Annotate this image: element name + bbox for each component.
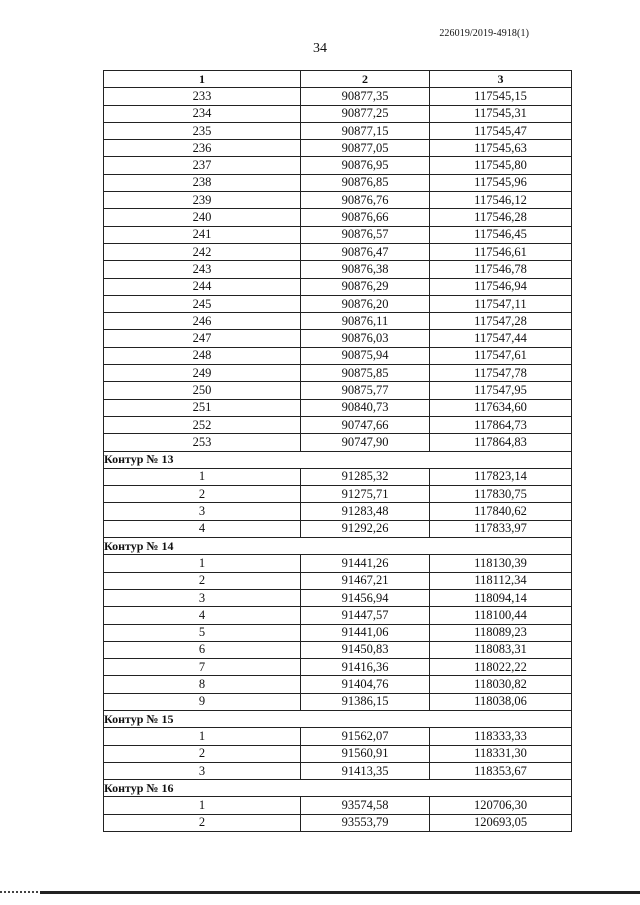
- y-coordinate-cell: 117840,62: [430, 503, 572, 520]
- y-coordinate-cell: 118130,39: [430, 555, 572, 572]
- table-header-row: [104, 71, 572, 88]
- point-number-cell: 8: [104, 676, 301, 693]
- table-row: [104, 624, 572, 641]
- y-coordinate-cell: 117634,60: [430, 399, 572, 416]
- contour-header-row: [104, 780, 572, 797]
- point-number-cell: 240: [104, 209, 301, 226]
- x-coordinate-cell: 91416,36: [301, 659, 430, 676]
- x-coordinate-cell: 90876,29: [301, 278, 430, 295]
- x-coordinate-cell: 90876,38: [301, 261, 430, 278]
- x-coordinate-cell: 91292,26: [301, 520, 430, 537]
- contour-header-row: [104, 538, 572, 555]
- point-number-cell: 4: [104, 607, 301, 624]
- x-coordinate-cell: 90876,85: [301, 174, 430, 191]
- table-row: [104, 192, 572, 209]
- point-number-cell: 6: [104, 641, 301, 658]
- x-coordinate-cell: 90747,66: [301, 416, 430, 433]
- point-number-cell: 251: [104, 399, 301, 416]
- table-row: [104, 572, 572, 589]
- y-coordinate-cell: 118333,33: [430, 728, 572, 745]
- x-coordinate-cell: 90877,35: [301, 88, 430, 105]
- y-coordinate-cell: 118089,23: [430, 624, 572, 641]
- y-coordinate-cell: 117545,47: [430, 122, 572, 139]
- y-coordinate-cell: 117545,63: [430, 140, 572, 157]
- x-coordinate-cell: 90877,25: [301, 105, 430, 122]
- x-coordinate-cell: 91275,71: [301, 486, 430, 503]
- x-coordinate-cell: 91456,94: [301, 589, 430, 606]
- point-number-cell: 234: [104, 105, 301, 122]
- table-row: [104, 295, 572, 312]
- point-number-cell: 2: [104, 572, 301, 589]
- table-row: [104, 416, 572, 433]
- y-coordinate-cell: 117547,95: [430, 382, 572, 399]
- y-coordinate-cell: 117546,28: [430, 209, 572, 226]
- point-number-cell: 4: [104, 520, 301, 537]
- y-coordinate-cell: 118038,06: [430, 693, 572, 710]
- x-coordinate-cell: 91441,26: [301, 555, 430, 572]
- table-row: [104, 797, 572, 814]
- point-number-cell: 1: [104, 468, 301, 485]
- x-coordinate-cell: 90875,77: [301, 382, 430, 399]
- point-number-cell: 1: [104, 728, 301, 745]
- x-coordinate-cell: 91560,91: [301, 745, 430, 762]
- point-number-cell: 235: [104, 122, 301, 139]
- y-coordinate-cell: 117545,31: [430, 105, 572, 122]
- x-coordinate-cell: 90876,95: [301, 157, 430, 174]
- point-number-cell: 237: [104, 157, 301, 174]
- x-coordinate-cell: 90876,66: [301, 209, 430, 226]
- x-coordinate-cell: 91447,57: [301, 607, 430, 624]
- point-number-cell: 239: [104, 192, 301, 209]
- x-coordinate-cell: 90877,15: [301, 122, 430, 139]
- contour-title: Контур № 14: [104, 538, 572, 555]
- x-coordinate-cell: 91467,21: [301, 572, 430, 589]
- table-row: [104, 365, 572, 382]
- x-coordinate-cell: 90876,03: [301, 330, 430, 347]
- x-coordinate-cell: 90876,47: [301, 243, 430, 260]
- point-number-cell: 245: [104, 295, 301, 312]
- table-row: [104, 814, 572, 831]
- x-coordinate-cell: 91413,35: [301, 762, 430, 779]
- contour-header-row: [104, 451, 572, 468]
- x-coordinate-cell: 90876,20: [301, 295, 430, 312]
- y-coordinate-cell: 118030,82: [430, 676, 572, 693]
- point-number-cell: 2: [104, 814, 301, 831]
- point-number-cell: 236: [104, 140, 301, 157]
- x-coordinate-cell: 93553,79: [301, 814, 430, 831]
- point-number-cell: 3: [104, 762, 301, 779]
- y-coordinate-cell: 117547,44: [430, 330, 572, 347]
- table-row: [104, 607, 572, 624]
- point-number-cell: 246: [104, 313, 301, 330]
- x-coordinate-cell: 90876,57: [301, 226, 430, 243]
- x-coordinate-cell: 91562,07: [301, 728, 430, 745]
- y-coordinate-cell: 117545,96: [430, 174, 572, 191]
- table-row: [104, 589, 572, 606]
- table-row: [104, 503, 572, 520]
- table-row: [104, 278, 572, 295]
- x-coordinate-cell: 91450,83: [301, 641, 430, 658]
- table-row: [104, 434, 572, 451]
- y-coordinate-cell: 118094,14: [430, 589, 572, 606]
- table-row: [104, 693, 572, 710]
- y-coordinate-cell: 117833,97: [430, 520, 572, 537]
- x-coordinate-cell: 90876,11: [301, 313, 430, 330]
- point-number-cell: 2: [104, 745, 301, 762]
- x-coordinate-cell: 91283,48: [301, 503, 430, 520]
- y-coordinate-cell: 117823,14: [430, 468, 572, 485]
- y-coordinate-cell: 117547,78: [430, 365, 572, 382]
- page-number: 34: [313, 41, 327, 56]
- table-row: [104, 122, 572, 139]
- table-row: [104, 676, 572, 693]
- point-number-cell: 3: [104, 589, 301, 606]
- y-coordinate-cell: 117546,45: [430, 226, 572, 243]
- x-coordinate-cell: 91285,32: [301, 468, 430, 485]
- point-number-cell: 7: [104, 659, 301, 676]
- y-coordinate-cell: 118022,22: [430, 659, 572, 676]
- table-row: [104, 641, 572, 658]
- y-coordinate-cell: 118331,30: [430, 745, 572, 762]
- table-row: [104, 468, 572, 485]
- point-number-cell: 247: [104, 330, 301, 347]
- y-coordinate-cell: 117547,61: [430, 347, 572, 364]
- table-row: [104, 88, 572, 105]
- table-row: [104, 140, 572, 157]
- table-row: [104, 157, 572, 174]
- y-coordinate-cell: 117546,61: [430, 243, 572, 260]
- column-header: 2: [301, 71, 430, 88]
- table-row: [104, 520, 572, 537]
- contour-title: Контур № 15: [104, 710, 572, 727]
- x-coordinate-cell: 90875,85: [301, 365, 430, 382]
- x-coordinate-cell: 91404,76: [301, 676, 430, 693]
- point-number-cell: 243: [104, 261, 301, 278]
- x-coordinate-cell: 90876,76: [301, 192, 430, 209]
- point-number-cell: 9: [104, 693, 301, 710]
- y-coordinate-cell: 120693,05: [430, 814, 572, 831]
- y-coordinate-cell: 118100,44: [430, 607, 572, 624]
- table-row: [104, 174, 572, 191]
- y-coordinate-cell: 117546,12: [430, 192, 572, 209]
- x-coordinate-cell: 90747,90: [301, 434, 430, 451]
- point-number-cell: 248: [104, 347, 301, 364]
- document-id: 226019/2019-4918(1): [439, 28, 529, 39]
- y-coordinate-cell: 118353,67: [430, 762, 572, 779]
- table-body: [104, 88, 572, 832]
- table-row: [104, 762, 572, 779]
- y-coordinate-cell: 117547,28: [430, 313, 572, 330]
- y-coordinate-cell: 118112,34: [430, 572, 572, 589]
- column-header: 3: [430, 71, 572, 88]
- x-coordinate-cell: 90877,05: [301, 140, 430, 157]
- x-coordinate-cell: 90840,73: [301, 399, 430, 416]
- point-number-cell: 1: [104, 797, 301, 814]
- point-number-cell: 249: [104, 365, 301, 382]
- bottom-border-line: [40, 891, 640, 894]
- point-number-cell: 233: [104, 88, 301, 105]
- scan-edge-mark: [0, 891, 40, 893]
- table-row: [104, 659, 572, 676]
- table-row: [104, 555, 572, 572]
- point-number-cell: 253: [104, 434, 301, 451]
- y-coordinate-cell: 118083,31: [430, 641, 572, 658]
- x-coordinate-cell: 90875,94: [301, 347, 430, 364]
- y-coordinate-cell: 117864,73: [430, 416, 572, 433]
- point-number-cell: 241: [104, 226, 301, 243]
- table-row: [104, 243, 572, 260]
- table-row: [104, 226, 572, 243]
- y-coordinate-cell: 117864,83: [430, 434, 572, 451]
- table-row: [104, 209, 572, 226]
- point-number-cell: 3: [104, 503, 301, 520]
- point-number-cell: 242: [104, 243, 301, 260]
- x-coordinate-cell: 93574,58: [301, 797, 430, 814]
- point-number-cell: 252: [104, 416, 301, 433]
- table-row: [104, 382, 572, 399]
- y-coordinate-cell: 117546,78: [430, 261, 572, 278]
- contour-header-row: [104, 710, 572, 727]
- y-coordinate-cell: 117545,15: [430, 88, 572, 105]
- table-row: [104, 486, 572, 503]
- table-row: [104, 399, 572, 416]
- table-row: [104, 347, 572, 364]
- x-coordinate-cell: 91386,15: [301, 693, 430, 710]
- y-coordinate-cell: 117546,94: [430, 278, 572, 295]
- y-coordinate-cell: 120706,30: [430, 797, 572, 814]
- y-coordinate-cell: 117830,75: [430, 486, 572, 503]
- point-number-cell: 238: [104, 174, 301, 191]
- table-row: [104, 105, 572, 122]
- table-row: [104, 330, 572, 347]
- column-header: 1: [104, 71, 301, 88]
- table-row: [104, 313, 572, 330]
- y-coordinate-cell: 117545,80: [430, 157, 572, 174]
- table-row: [104, 261, 572, 278]
- y-coordinate-cell: 117547,11: [430, 295, 572, 312]
- table-row: [104, 728, 572, 745]
- contour-title: Контур № 16: [104, 780, 572, 797]
- point-number-cell: 5: [104, 624, 301, 641]
- table-row: [104, 745, 572, 762]
- point-number-cell: 1: [104, 555, 301, 572]
- point-number-cell: 244: [104, 278, 301, 295]
- contour-title: Контур № 13: [104, 451, 572, 468]
- x-coordinate-cell: 91441,06: [301, 624, 430, 641]
- coordinates-table: [103, 70, 572, 832]
- point-number-cell: 250: [104, 382, 301, 399]
- point-number-cell: 2: [104, 486, 301, 503]
